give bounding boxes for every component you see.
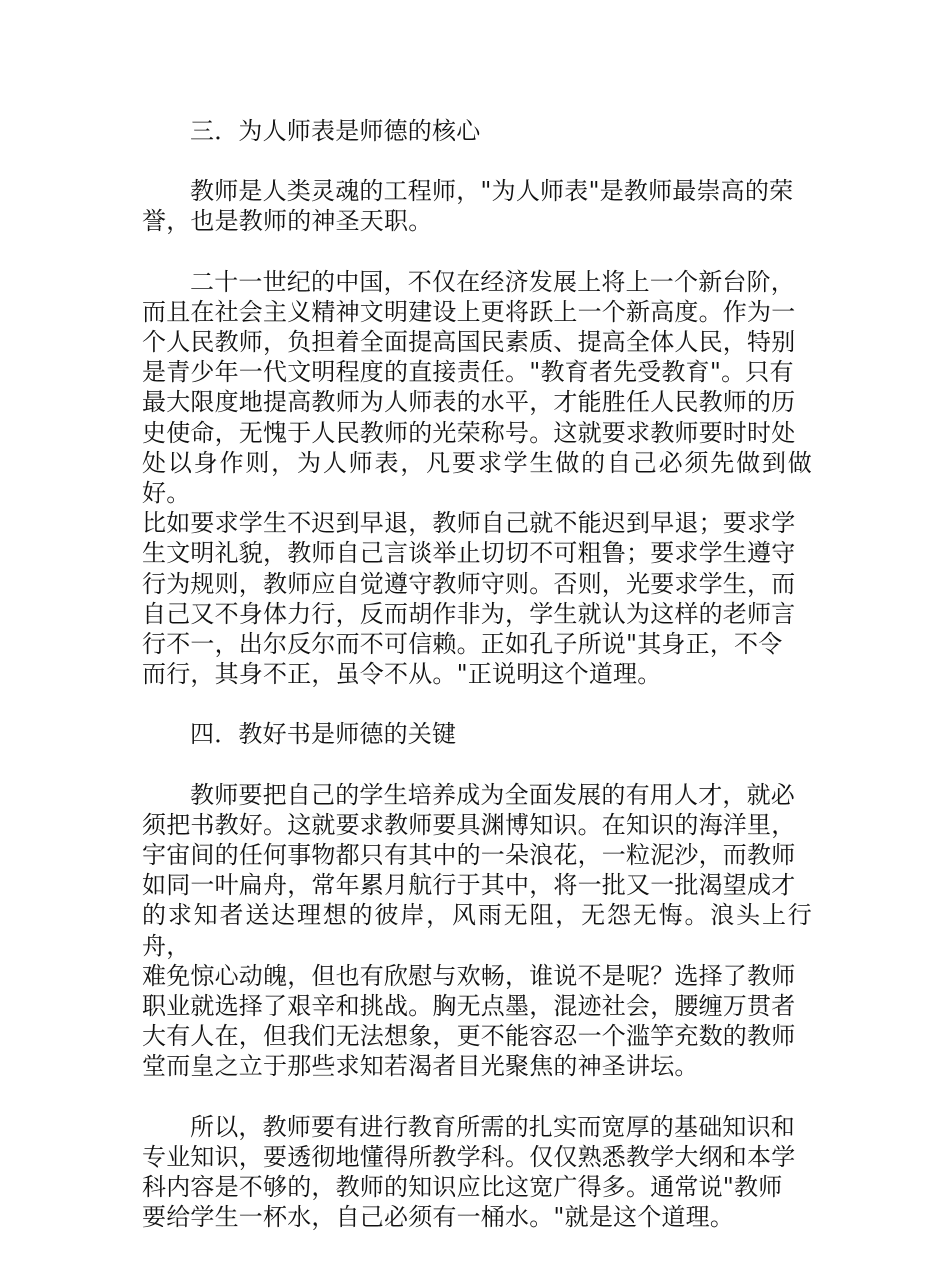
text-line: 处以身作则，为人师表，凡要求学生做的自己必须先做到做好。 [142,448,812,508]
text-line: 比如要求学生不迟到早退，教师自己就不能迟到早退；要求学 [142,509,796,538]
text-line: 专业知识，要透彻地懂得所教学科。仅仅熟悉教学大纲和本学 [142,1142,796,1171]
text-line: 须把书教好。这就要求教师要具渊博知识。在知识的海洋里， [142,810,796,839]
paragraph [142,267,812,690]
text-line: 而且在社会主义精神文明建设上更将跃上一个新高度。作为一 [142,297,796,326]
text-line: 科内容是不够的，教师的知识应比这宽广得多。通常说"教师 [142,1173,783,1202]
text-line: 个人民教师，负担着全面提高国民素质、提高全体人民，特别 [142,328,796,357]
text-line: 堂而皇之立于那些求知若渴者目光聚焦的神圣讲坛。 [142,1052,699,1081]
section-heading-3: 三．为人师表是师德的核心 [190,117,481,145]
text-line: 最大限度地提高教师为人师表的水平，才能胜任人民教师的历 [142,388,796,417]
text-line: 职业就选择了艰辛和挑战。胸无点墨，混迹社会，腰缠万贯者 [142,992,796,1021]
text-line: 教师是人类灵魂的工程师，"为人师表"是教师最崇高的荣 [190,177,794,206]
text-line: 行不一，出尔反尔而不可信赖。正如孔子所说"其身正，不令 [142,630,783,659]
text-line: 所以，教师要有进行教育所需的扎实而宽厚的基础知识和 [190,1112,795,1141]
text-line: 誉，也是教师的神圣天职。 [142,207,433,236]
text-line: 教师要把自己的学生培养成为全面发展的有用人才，就必 [190,780,795,809]
text-line: 生文明礼貌，教师自己言谈举止切切不可粗鲁；要求学生遵守 [142,539,796,568]
text-line: 是青少年一代文明程度的直接责任。"教育者先受教育"。只有 [142,358,794,387]
section-heading-4: 四．教好书是师德的关键 [190,720,457,749]
text-line: 宇宙间的任何事物都只有其中的一朵浪花，一粒泥沙，而教师 [142,841,796,870]
text-line: 而行，其身不正，虽令不从。"正说明这个道理。 [142,660,662,689]
text-line: 史使命，无愧于人民教师的光荣称号。这就要求教师要时时处 [142,418,796,447]
text-line: 二十一世纪的中国，不仅在经济发展上将上一个新台阶， [190,267,795,296]
text-line: 行为规则，教师应自觉遵守教师守则。否则，光要求学生，而 [142,569,796,598]
paragraph [142,176,812,236]
text-line: 大有人在，但我们无法想象，更不能容忍一个滥竽充数的教师 [142,1022,796,1051]
text-line: 要给学生一杯水，自己必须有一桶水。"就是这个道理。 [142,1203,735,1232]
text-line: 如同一叶扁舟，常年累月航行于其中，将一批又一批渴望成才 [142,871,796,900]
paragraph [142,780,812,1082]
paragraph [142,1112,812,1233]
text-line: 的求知者送达理想的彼岸，风雨无阻，无怨无悔。浪头上行舟， [142,901,812,960]
document-page [142,116,812,1263]
text-line: 自己又不身体力行，反而胡作非为，学生就认为这样的老师言 [142,599,796,628]
text-line: 难免惊心动魄，但也有欣慰与欢畅，谁说不是呢？选择了教师 [142,961,796,990]
